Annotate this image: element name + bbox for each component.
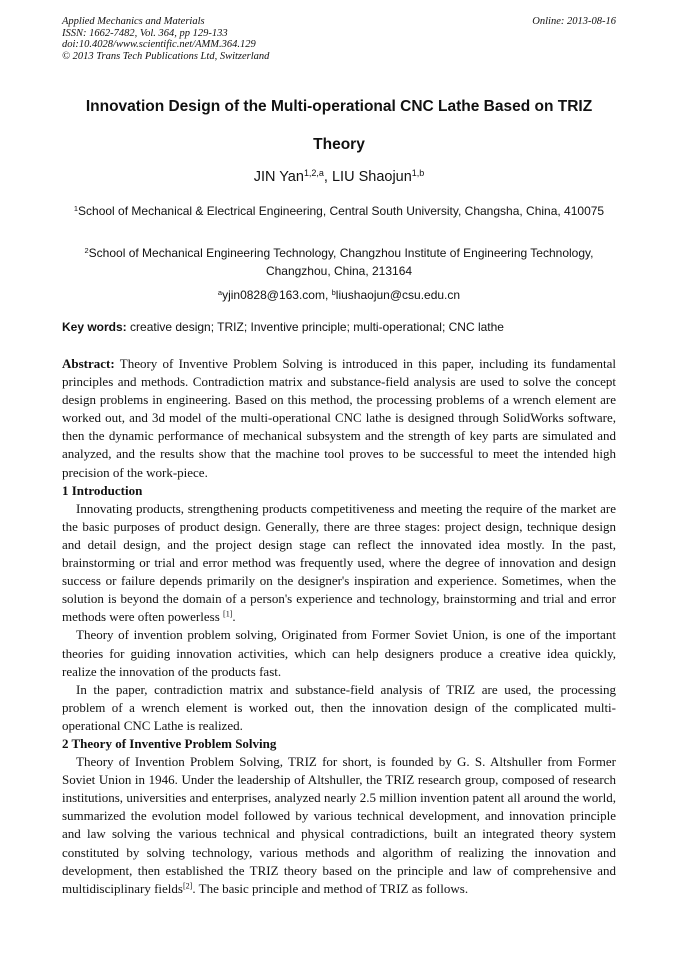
issn-line: ISSN: 1662-7482, Vol. 364, pp 129-133 [62, 27, 228, 39]
title-line-1: Innovation Design of the Multi-operational CNC Lathe Based on TRIZ [85, 98, 593, 115]
keywords-text: creative design; TRIZ; Inventive principle; multi-operational; CNC lathe [126, 320, 504, 334]
paper-title [62, 88, 616, 164]
section-1-paragraph-3: In the paper, contradiction matrix and substance-field analysis of TRIZ are used, the processing problem of a wrench element is worked out, then the innovation design of the complicated multi-operational CNC Lathe is realized. [62, 681, 616, 733]
affiliation-2-text: School of Mechanical Engineering Technology, Changzhou Institute of Engineering Technology, Changzhou, China, 213164 [88, 246, 594, 278]
section-1-heading: 1 Introduction [62, 482, 143, 498]
section-1-paragraph-1-text: Innovating products, strengthening products competitiveness and meeting the require of the market are the basic purposes of product design. Generally, there are three stages: project design, technique design and detail design, and the project design stage can reflect the innovated idea mostly. In the past, brainstorming or trial and error method was frequently used, where the degree of innovation and design success or failure depends primarily on the designer's inspiration and experience. Sometimes, when the solution is beyond the domain of a person's experience and technology, brainstorming and trial and error methods were often powerless [62, 500, 616, 625]
author-1-name: JIN Yan [253, 169, 304, 185]
section-1-paragraph-2: Theory of invention problem solving, Originated from Former Soviet Union, is one of the important theories for guiding innovation activities, which can help designers produce a creative idea quickly, realize the innovation of the products fast. [62, 627, 616, 679]
author-1-affil-mark: 1,2,a [303, 168, 324, 179]
section-2-paragraph-1-text: Theory of Invention Problem Solving, TRIZ for short, is founded by G. S. Altshuller from Former Soviet Union in 1946. Under the leadership of Altshuller, the TRIZ research group, composed of research institutions, universities and enterprises, analyzed nearly 2.5 million invention patent all around the world, summarized the evolution model followed by various technical development, and innovation principle and law solving the various technical and physical contradictions, built an integrated theory system constituted by solving technology, various methods and algorithm of realizing the innovation and development, then established the TRIZ theory based on the principle and law of comprehensive and multidisciplinary fields [62, 754, 616, 896]
section-2-paragraph-1-end: . The basic principle and method of TRIZ as follows. [192, 880, 469, 896]
affiliation-1 [72, 202, 606, 220]
journal-name: Applied Mechanics and Materials [62, 16, 205, 27]
keywords [62, 318, 616, 336]
affiliation-2 [72, 244, 606, 280]
abstract-label: Abstract: [62, 356, 115, 371]
author-list [62, 168, 616, 186]
affiliation-1-mark: 1 [73, 203, 79, 213]
journal-header [62, 16, 616, 62]
affiliation-2-mark: 2 [84, 245, 89, 255]
email-a[interactable]: yjin0828@163.com [222, 288, 325, 302]
author-emails [62, 286, 616, 304]
abstract-text: Theory of Inventive Problem Solving is introduced in this paper, including its fundamental principles and methods. Contradiction matrix and substance-field analysis are used to solve the concept design problems in engineering. Based on this method, the processing problems of a wrench element are worked out, and 3d model of the multi-operational CNC lathe is designed through SolidWorks software, then the dynamic performance of mechanical subsystem and the strength of key parts are simulated and analyzed, and the results show that the machine tool proves to be successful to meet the intended high precision of the work-piece. [62, 356, 616, 480]
author-2-affil-mark: 1,b [411, 168, 425, 179]
citation-2[interactable]: [2] [182, 881, 193, 891]
copyright-line: © 2013 Trans Tech Publications Ltd, Switzerland [62, 50, 270, 62]
email-a-mark: a [217, 287, 223, 297]
author-separator: , [323, 169, 332, 185]
section-2-paragraph-1 [62, 753, 616, 898]
email-b-mark: b [331, 287, 336, 297]
abstract [62, 355, 616, 482]
paper-body [62, 355, 616, 898]
section-1-paragraph-1-end: . [232, 609, 236, 625]
citation-1[interactable]: [1] [223, 609, 233, 619]
section-2-heading: 2 Theory of Inventive Problem Solving [62, 735, 277, 751]
author-2-name: LIU Shaojun [331, 169, 412, 185]
affiliation-1-text: School of Mechanical & Electrical Engineering, Central South University, Changsha, China, 410075 [78, 204, 605, 218]
email-b[interactable]: liushaojun@csu.edu.cn [335, 288, 461, 302]
doi-line: doi:10.4028/www.scientific.net/AMM.364.129 [62, 39, 256, 50]
email-separator: , [324, 288, 332, 302]
keywords-label: Key words: [62, 320, 127, 334]
online-date: Online: 2013-08-16 [532, 16, 616, 27]
section-1-paragraph-1 [62, 500, 616, 627]
title-line-2: Theory [313, 136, 365, 153]
